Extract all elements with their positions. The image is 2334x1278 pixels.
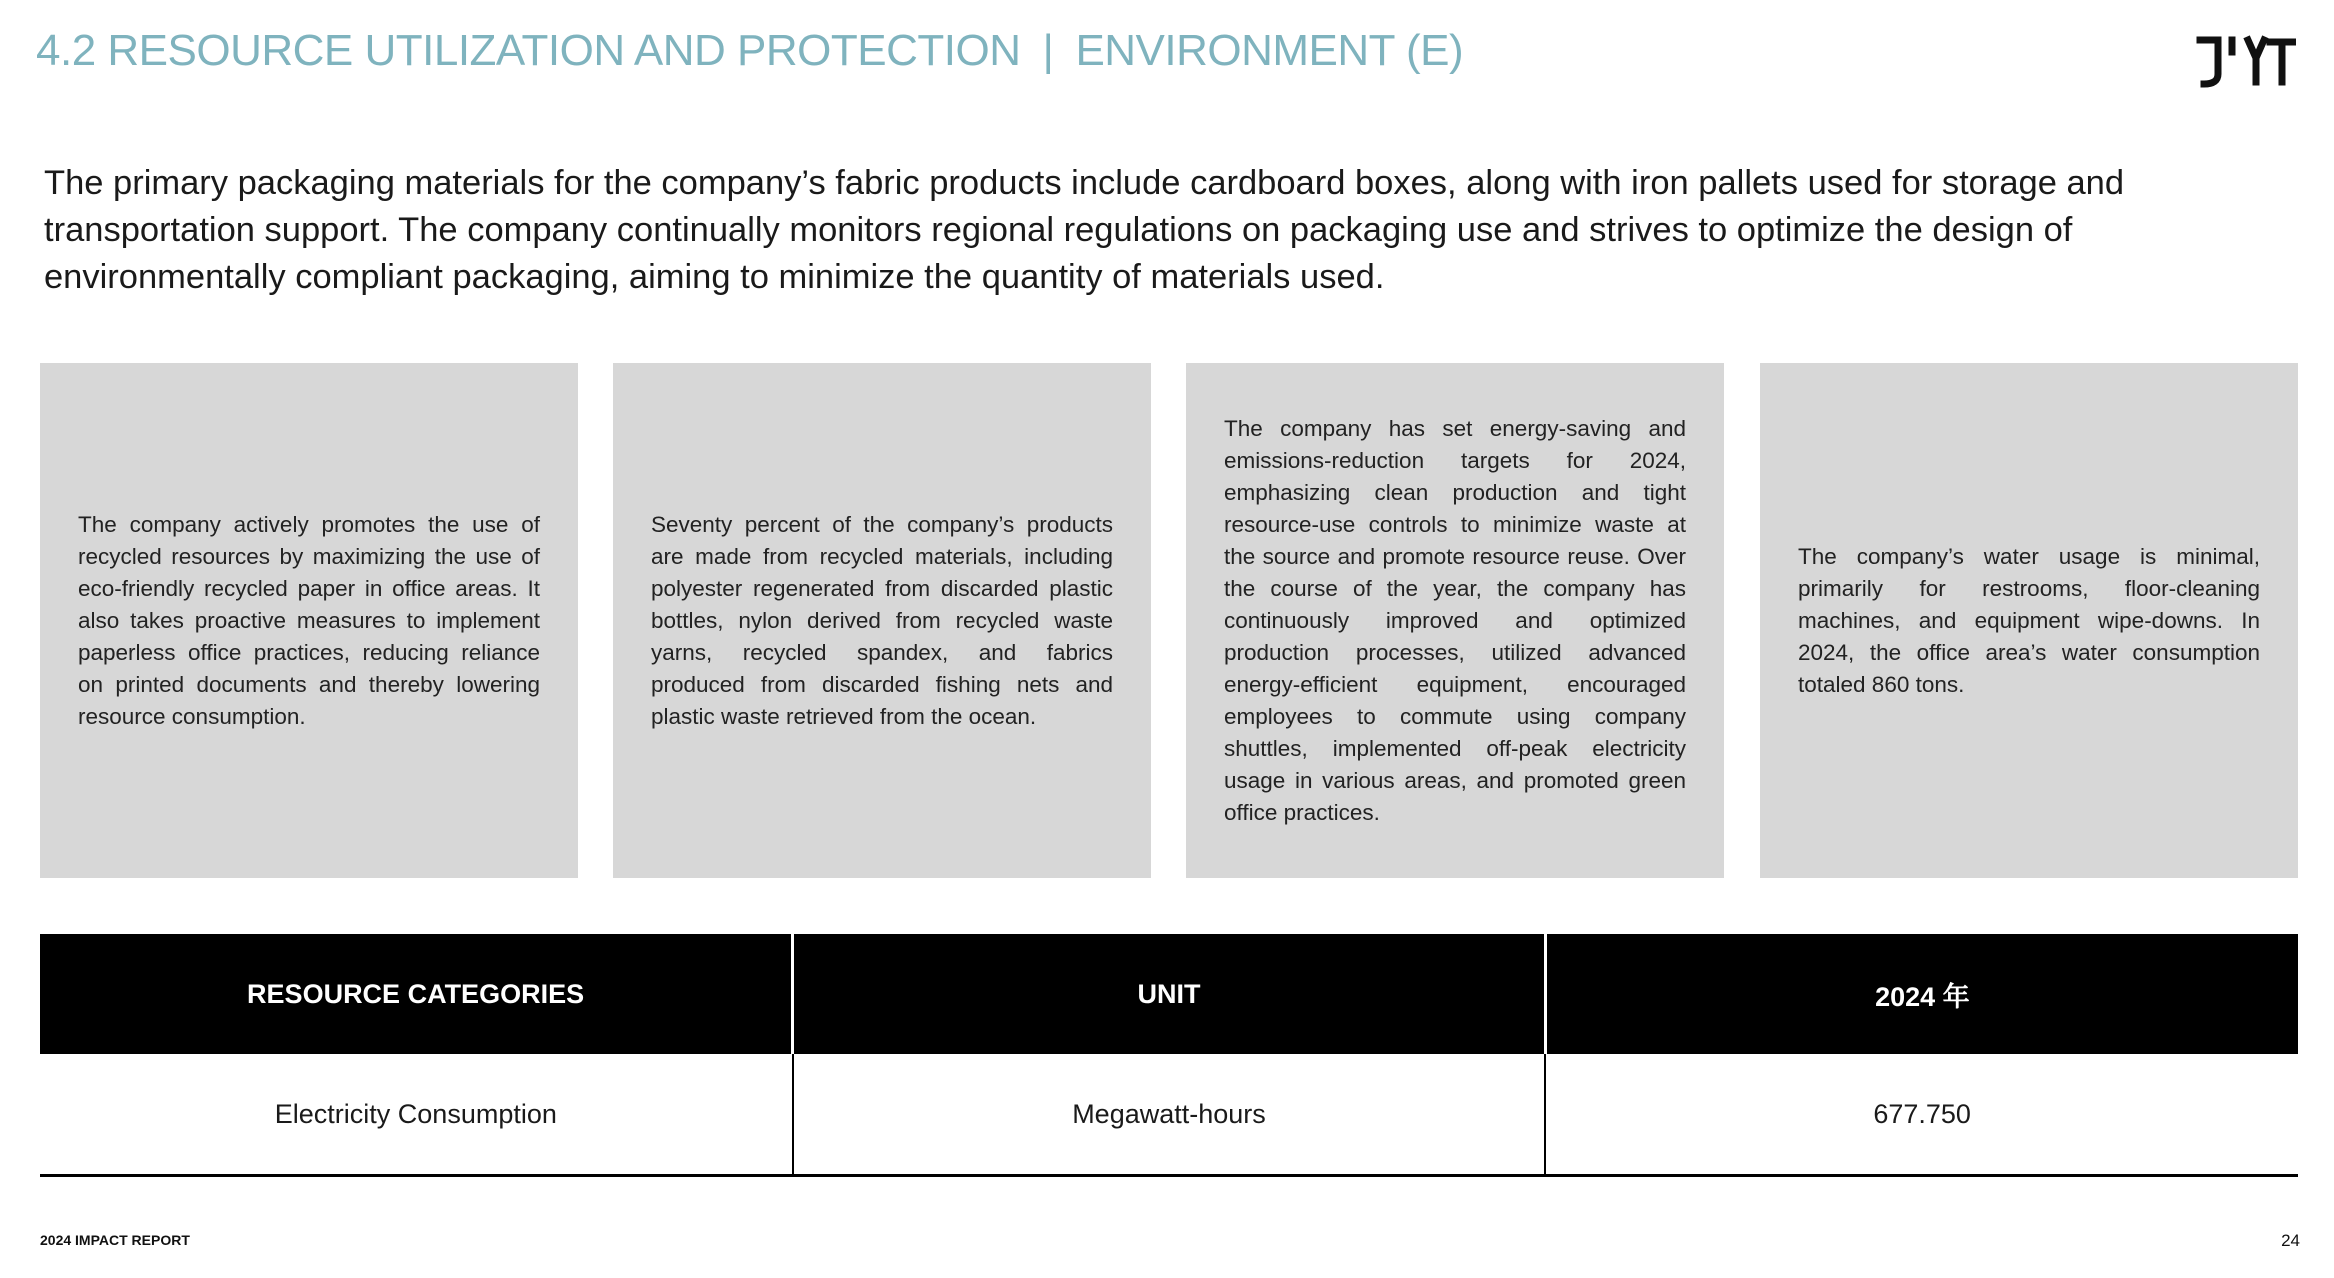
- card-text: The company actively promotes the use of recycled resources by maximizing the use of eco-friendly recycled paper in office areas. It also takes proactive measures to implement paperless office practices, reducing reliance on printed documents and thereby lowering resource consumption.: [78, 511, 540, 729]
- footer-report-name: 2024 IMPACT REPORT: [40, 1232, 190, 1248]
- card-energy-saving: [1186, 363, 1724, 878]
- card-water-usage: [1760, 363, 2298, 878]
- table-row: [40, 1054, 2298, 1176]
- header-resource-categories: RESOURCE CATEGORIES: [40, 934, 793, 1054]
- card-recycled-paper: [40, 363, 578, 878]
- page-title: [36, 26, 1463, 76]
- section-title: 4.2 RESOURCE UTILIZATION AND PROTECTION: [36, 26, 1021, 75]
- cell-category: Electricity Consumption: [40, 1054, 793, 1176]
- card-text: The company has set energy-saving and emissions-reduction targets for 2024, emphasizing clean production and tight resource-use controls to minimize waste at the source and promote resource reuse. Over the course of the year, the company has continuously improved and optimized production processes, utilized advanced energy-efficient equipment, encouraged employees to commute using company shuttles, implemented off-peak electricity usage in various areas, and promoted green office practices.: [1224, 415, 1686, 825]
- category-title: ENVIRONMENT (E): [1075, 26, 1464, 75]
- header-year: 2024 年: [1545, 934, 2298, 1054]
- card-text: Seventy percent of the company’s products are made from recycled materials, including polyester regenerated from discarded plastic bottles, nylon derived from recycled waste yarns, recycled spandex, and fabrics produced from discarded fishing nets and plastic waste retrieved from the ocean.: [651, 511, 1113, 729]
- card-text: The company’s water usage is minimal, primarily for restrooms, floor-cleaning machines, and equipment wipe-downs. In 2024, the office area’s water consumption totaled 860 tons.: [1798, 543, 2260, 697]
- card-recycled-materials: [613, 363, 1151, 878]
- intro-paragraph: The primary packaging materials for the company’s fabric products include cardboard boxes, along with iron pallets used for storage and transportation support. The company continually monitors regional regulations on packaging use and strives to optimize the design of environmentally compliant packaging, aiming to minimize the quantity of materials used.: [44, 164, 2125, 296]
- table-header-row: [40, 934, 2298, 1054]
- title-separator: |: [1042, 26, 1054, 75]
- resource-table: [40, 934, 2298, 1177]
- jyt-logo: [2196, 34, 2296, 88]
- header-unit: UNIT: [793, 934, 1546, 1054]
- page-number: 24: [2281, 1231, 2300, 1250]
- cell-value: 677.750: [1545, 1054, 2298, 1176]
- cell-unit: Megawatt-hours: [793, 1054, 1546, 1176]
